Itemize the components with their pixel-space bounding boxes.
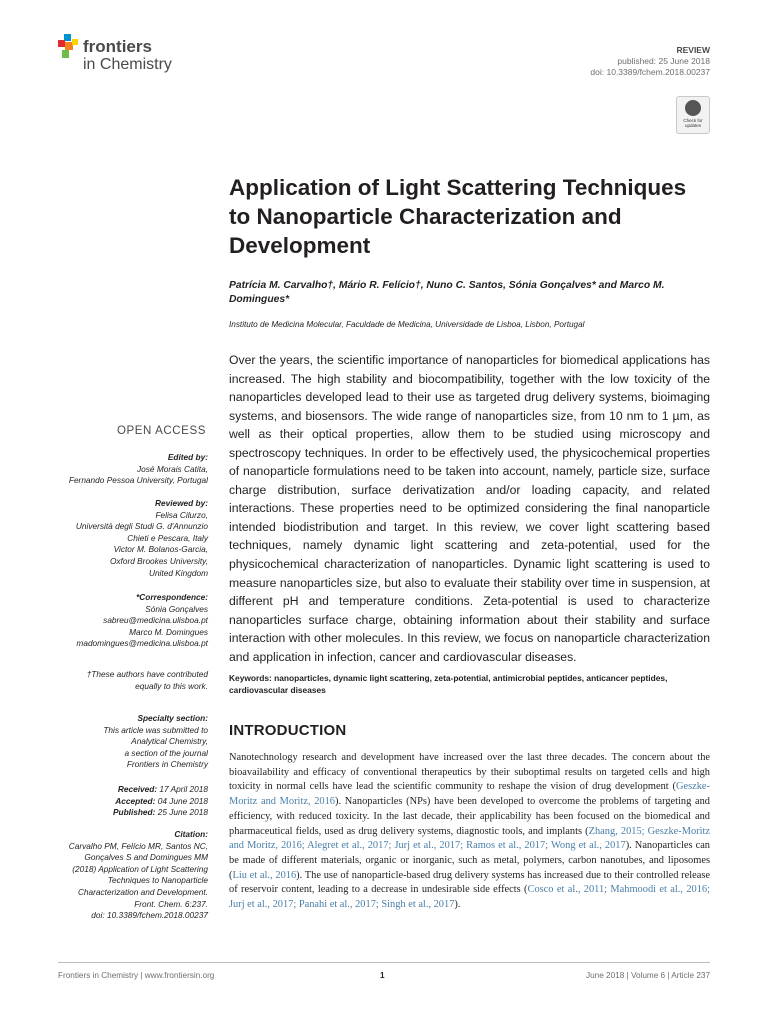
citation-label: Citation: [174, 829, 208, 839]
author-list: Patrícia M. Carvalho†, Mário R. Felício†, Nuno C. Santos, Sónia Gonçalves* and Marco M. Domingues* [229, 280, 665, 305]
reviewer-line: Oxford Brookes University, [109, 555, 208, 566]
check-updates-icon [685, 100, 701, 116]
abstract: Over the years, the scientific importance of nanoparticles for biomedical applications has increased. The high stability and biocompatibility, together with the low toxicity of the nanoparticles developed lead to their use as targeted drug delivery systems, bioimaging systems, and biosensors. The wide range of nanoparticles size, from 10 nm to 1 µm, as well as their optical properties, allow them to be studied using microscopy and spectroscopy techniques. In order to be effectively used, the physicochemical properties of nanoparticle formulations need to be taken into account, namely, particle size, surface charge distribution, surface derivatization and/or loading capacity, and related interactions. These properties need to be optimized considering the final nanoparticle intended biodistribution and target. In this review, we cover light scattering based techniques, namely dynamic light scattering and zeta-potential, used for the physicochemical characterization of nanoparticles. Dynamic light scattering is used to measure nanoparticles size, but also to evaluate their stability over time in suspension, at different pH and temperature conditions. Zeta-potential is used to characterize nanoparticles surface charge, obtaining information about their stability and surface interaction with other molecules. In this review, we focus on nanoparticle characterization and application in infection, cancer and cardiovascular diseases. [229, 353, 710, 664]
correspondence-email[interactable]: sabreu@medicina.ulisboa.pt [103, 615, 208, 626]
edited-by-label: Edited by: [167, 452, 208, 462]
correspondence-label: *Correspondence: [136, 592, 208, 602]
published-date: published: 25 June 2018 [617, 56, 710, 66]
citation-line: Front. Chem. 6:237. [134, 898, 208, 909]
open-access-label: OPEN ACCESS [116, 425, 206, 437]
article-title: Application of Light Scattering Techniques to Nanoparticle Characterization and Development [229, 175, 687, 258]
section-heading-introduction: INTRODUCTION [229, 722, 347, 739]
citation-link[interactable]: Liu et al., 2016 [232, 869, 297, 881]
citation-line: Techniques to Nanoparticle [107, 875, 208, 886]
received-value: 17 April 2018 [159, 784, 208, 794]
article-meta-header [590, 45, 710, 78]
specialty-label: Specialty section: [137, 713, 208, 723]
intro-text: Nanotechnology research and development have increased over the last three decades. The concern about the bioavailability and efficacy of conventional therapeutics by their suboptimal results on targeted cells and high toxicity in normal cells have lead the scientific community to reshape the vision of drug development ( [229, 752, 710, 793]
equal-contribution-note [28, 669, 208, 692]
accepted-date [28, 796, 208, 808]
page-number: 1 [380, 971, 385, 980]
equal-note-line: equally to this work. [135, 680, 208, 691]
correspondence-block [28, 592, 208, 650]
specialty-line: This article was submitted to [103, 724, 208, 735]
citation-line: (2018) Application of Light Scattering [72, 863, 208, 874]
doi-link[interactable]: doi: 10.3389/fchem.2018.00237 [590, 67, 710, 77]
specialty-line: a section of the journal [124, 747, 208, 758]
introduction-body [229, 751, 710, 913]
citation-line[interactable]: doi: 10.3389/fchem.2018.00237 [91, 910, 208, 921]
footer-issue-info: June 2018 | Volume 6 | Article 237 [586, 971, 710, 980]
published-label: Published: [112, 807, 156, 818]
citation-block [28, 829, 208, 922]
specialty-section-block [28, 713, 208, 771]
reviewer-line: Università degli Studi G. d'Annunzio [75, 521, 208, 532]
citation-line: Characterization and Development. [77, 886, 208, 897]
journal-logo[interactable] [58, 34, 208, 80]
accepted-value: 04 June 2018 [157, 795, 208, 806]
edited-by-line: Fernando Pessoa University, Portugal [68, 475, 208, 486]
specialty-line: Frontiers in Chemistry [126, 759, 208, 770]
citation-link[interactable]: Cosco et al., 2011; Mahmoodi et al., 2016; Jurj et al., 2017; Panahi et al., 2017; Singh et al., 2017 [229, 884, 710, 911]
correspondence-name: Marco M. Domingues [129, 626, 208, 637]
affiliation: Instituto de Medicina Molecular, Faculdade de Medicina, Universidade de Lisboa, Lisbon, Portugal [229, 320, 585, 329]
article-type: REVIEW [676, 45, 710, 55]
intro-text: ). Nanoparticles (NPs) have been developed to overcome the problems of targeting and efficiency, with reduced toxicity. In the last decade, their applicability has been focused on the biomedical and pharmaceutical fields, used as drug delivery systems, diagnostic tools, and implants ( [229, 796, 711, 837]
citation-link[interactable]: Zhang, 2015; Geszke-Moritz and Moritz, 2016; Alegret et al., 2017; Jurj et al., 2017; Ramos et al., 2017; Wong et al., 2017 [229, 825, 710, 852]
keywords: Keywords: nanoparticles, dynamic light scattering, zeta-potential, antimicrobial peptides, anticancer peptides, cardiovascular diseases [229, 673, 668, 695]
check-updates-label: Check for updates [683, 118, 703, 128]
reviewer-line: Chieti e Pescara, Italy [127, 532, 208, 543]
published-date-side [28, 807, 208, 819]
reviewed-by-block [28, 498, 208, 579]
reviewer-line: Victor M. Bolanos-Garcia, [113, 544, 208, 555]
equal-note-line: †These authors have contributed [86, 669, 208, 679]
edited-by-line: José Morais Catita, [136, 463, 208, 474]
intro-text: ). The use of nanoparticle-based drug delivery systems has increased due to their controlled release of reservoir content, leading to a decrease in undesirable side effects ( [229, 869, 711, 896]
correspondence-name: Sónia Gonçalves [145, 603, 208, 614]
edited-by-block [28, 452, 208, 487]
citation-link[interactable]: Geszke-Moritz and Moritz, 2016 [229, 781, 710, 808]
reviewer-line: United Kingdom [148, 567, 208, 578]
intro-text: ). [454, 899, 461, 911]
footer-divider [58, 962, 710, 963]
footer-journal-link[interactable]: Frontiers in Chemistry | www.frontiersin.org [58, 971, 215, 980]
frontiers-logo-icon [58, 34, 80, 60]
dates-block [28, 784, 208, 819]
journal-name-line1: frontiers [83, 37, 152, 56]
reviewed-by-label: Reviewed by: [154, 498, 208, 508]
citation-line: Gonçalves S and Domingues MM [84, 852, 208, 863]
journal-name-line2: in Chemistry [83, 56, 172, 73]
accepted-label: Accepted: [115, 795, 156, 806]
citation-line: Carvalho PM, Felício MR, Santos NC, [68, 840, 208, 851]
published-value: 25 June 2018 [157, 807, 208, 818]
received-date [28, 784, 208, 796]
intro-text: ). Nanoparticles can be made of different materials, organic or inorganic, such as metal, polymers, carbon nanotubes, and liposomes ( [229, 840, 710, 881]
received-label: Received: [117, 784, 158, 794]
check-for-updates-button[interactable] [676, 96, 710, 134]
correspondence-email[interactable]: madomingues@medicina.ulisboa.pt [76, 638, 208, 649]
reviewer-line: Felisa Cilurzo, [155, 509, 208, 520]
specialty-line: Analytical Chemistry, [131, 736, 208, 747]
